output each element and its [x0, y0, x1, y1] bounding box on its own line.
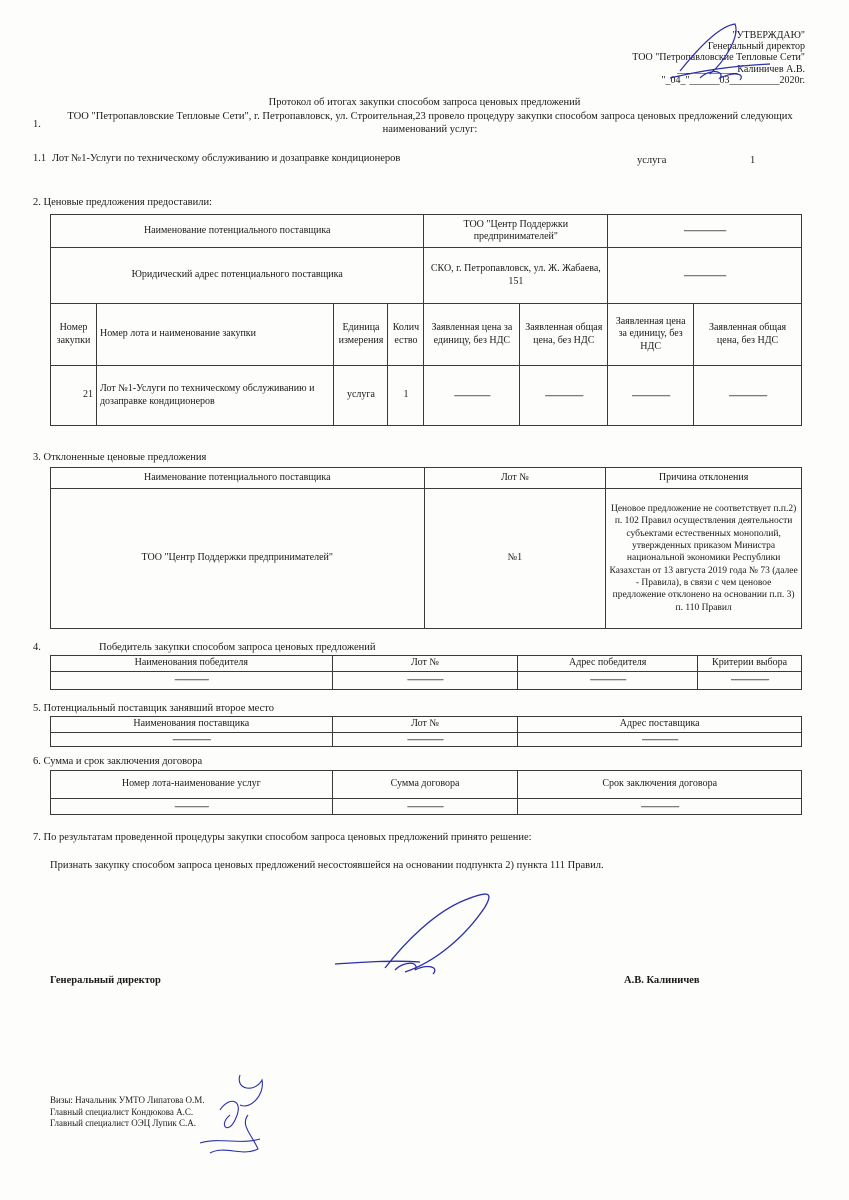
approval-name: ____________Калиничев А.В. [677, 63, 805, 75]
second-address: ------------------ [518, 732, 802, 746]
winner-header-name: Наименования победителя [51, 656, 333, 672]
document-title: Протокол об итогах закупки способом запроса ценовых предложений [268, 97, 581, 108]
rejected-header-lot: Лот № [424, 468, 606, 489]
intro-line-1: ТОО "Петропавловские Тепловые Сети", г. Петропавловск, ул. Строительная,23 провело процедуру закупки способом запроса ценовых предложений следующих [67, 111, 793, 122]
col-header-total-price-1: Заявленная общая цена, без НДС [520, 304, 608, 366]
table-row [51, 489, 802, 629]
table-row [51, 366, 802, 426]
winner-header-lot: Лот № [332, 656, 518, 672]
second-header-name: Наименования поставщика [51, 717, 333, 733]
contract-term: ------------------- [518, 799, 802, 815]
lot-line-qty: 1 [750, 155, 756, 166]
section4-number: 4. [33, 642, 41, 653]
winner-address: ------------------ [518, 671, 698, 689]
table-row [51, 799, 802, 815]
winner-name: ----------------- [51, 671, 333, 689]
row-unit: услуга [334, 366, 388, 426]
second-header-address: Адрес поставщика [518, 717, 802, 733]
visa-signatures [180, 1065, 290, 1160]
second-header-lot: Лот № [332, 717, 518, 733]
approval-signature [640, 16, 810, 96]
contract-sum: ------------------ [332, 799, 518, 815]
col-header-unit: Единица измерения [334, 304, 388, 366]
supplier-address-dash: --------------------- [608, 248, 802, 304]
row-purchase-number: 21 [51, 366, 97, 426]
section7-decision: Признать закупку способом запроса ценовых предложений несостоявшейся на основании подпункта 2) пункта 111 Правил. [50, 860, 604, 871]
rejected-offers-table [50, 467, 802, 629]
row-unit-price-2: ------------------- [608, 366, 694, 426]
supplier-address-label: Юридический адрес потенциального поставщика [51, 248, 424, 304]
row-total-price-1: ------------------- [520, 366, 608, 426]
section5-heading: 5. Потенциальный поставщик занявший второе место [33, 703, 274, 714]
lot-line-text: Лот №1-Услуги по техническому обслуживанию и дозаправке кондиционеров [52, 153, 401, 164]
col-header-purchase-number: Номер закупки [51, 304, 97, 366]
director-signature [325, 882, 545, 992]
col-header-quantity: Колич ество [388, 304, 424, 366]
rejected-lot: №1 [424, 489, 606, 629]
visa-line-2: Главный специалист Кондюкова А.С. [50, 1106, 194, 1117]
supplier-name-label: Наименование потенциального поставщика [51, 215, 424, 248]
row-quantity: 1 [388, 366, 424, 426]
row-lot-name: Лот №1-Услуги по техническому обслуживанию и дозаправке кондиционеров [96, 366, 334, 426]
second-place-table [50, 716, 802, 747]
supplier-name-dash: --------------------- [608, 215, 802, 248]
intro-number: 1. [33, 119, 41, 130]
contract-lot: ----------------- [51, 799, 333, 815]
rejected-header-supplier: Наименование потенциального поставщика [51, 468, 425, 489]
contract-table [50, 770, 802, 815]
contract-header-lot: Номер лота-наименование услуг [51, 771, 333, 799]
section4-heading: Победитель закупки способом запроса ценовых предложений [99, 642, 376, 653]
contract-header-term: Срок заключения договора [518, 771, 802, 799]
visa-line-1: Визы: Начальник УМТО Липатова О.М. [50, 1095, 205, 1105]
section6-heading: 6. Сумма и срок заключения договора [33, 756, 203, 767]
winner-header-criteria: Критерии выбора [698, 656, 802, 672]
supplier-name-value: ТОО "Центр Поддержки предпринимателей" [424, 215, 608, 248]
col-header-unit-price-2: Заявленная цена за единицу, без НДС [608, 304, 694, 366]
visa-line-3: Главный специалист ОЭЦ Лупик С.А. [50, 1118, 197, 1129]
winner-header-address: Адрес победителя [518, 656, 698, 672]
approval-header: "УТВЕРЖДАЮ" [732, 30, 805, 41]
winner-criteria: ------------------- [698, 671, 802, 689]
col-header-total-price-2: Заявленная общая цена, без НДС [694, 304, 802, 366]
winner-table [50, 655, 802, 690]
lot-line-number: 1.1 [33, 153, 47, 164]
signature-name: А.В. Калиничев [624, 975, 700, 986]
rejected-reason: Ценовое предложение не соответствует п.п.2) п. 102 Правил осуществления деятельности субъектами естественных монополий, утвержденных приказом Министра национальной экономики Республики Казахстан от 13 августа 2019 года № 73 (далее - Правила), в связи с чем ценовое предложение отклонено на основании п.п. 3) п. 110 Правил [606, 489, 802, 629]
contract-header-sum: Сумма договора [332, 771, 518, 799]
section3-heading: 3. Отклоненные ценовые предложения [33, 452, 207, 463]
row-total-price-2: ------------------- [694, 366, 802, 426]
approval-position: Генеральный директор [707, 41, 805, 53]
table-row [51, 671, 802, 689]
approval-date: "_04_"______03__________2020г. [661, 74, 805, 86]
table-row [51, 732, 802, 746]
rejected-supplier: ТОО "Центр Поддержки предпринимателей" [51, 489, 425, 629]
price-offers-table [50, 214, 802, 426]
section2-heading: 2. Ценовые предложения предоставили: [33, 197, 212, 208]
winner-lot: ------------------ [332, 671, 518, 689]
signature-position: Генеральный директор [50, 975, 161, 986]
col-header-unit-price-1: Заявленная цена за единицу, без НДС [424, 304, 520, 366]
intro-line-2: наименований услуг: [382, 124, 478, 135]
col-header-lot-name: Номер лота и наименование закупки [96, 304, 334, 366]
second-name: ------------------- [51, 732, 333, 746]
rejected-header-reason: Причина отклонения [606, 468, 802, 489]
supplier-address-value: СКО, г. Петропавловск, ул. Ж. Жабаева, 151 [424, 248, 608, 304]
second-lot: ------------------ [332, 732, 518, 746]
approval-company: ТОО "Петропавловские Тепловые Сети" [632, 52, 805, 64]
row-unit-price-1: ------------------ [424, 366, 520, 426]
section7-heading: 7. По результатам проведенной процедуры закупки способом запроса ценовых предложений принято решение: [33, 832, 532, 843]
lot-line-unit: услуга [637, 155, 667, 166]
